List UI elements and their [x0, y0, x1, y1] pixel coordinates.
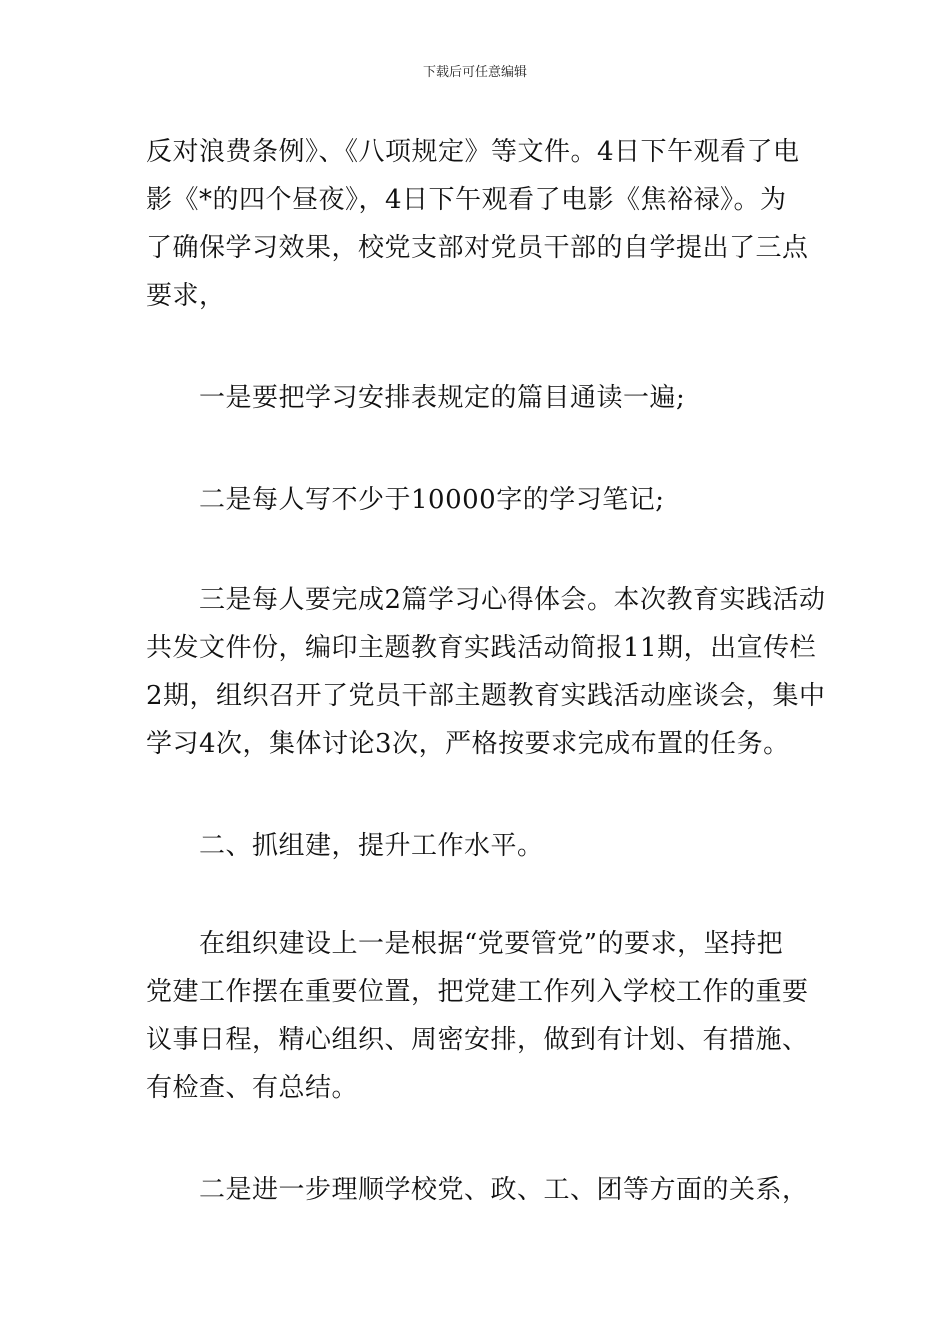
paragraph-3	[146, 476, 810, 524]
text-line: 二是每人写不少于10000字的学习笔记;	[146, 485, 665, 515]
text-line: 共发文件份，编印主题教育实践活动简报11期，出宣传栏	[146, 633, 817, 663]
text-line: 学习4次，集体讨论3次，严格按要求完成布置的任务。	[146, 729, 790, 759]
text-line: 影《*的四个昼夜》，4日下午观看了电影《焦裕禄》。为	[146, 185, 787, 215]
paragraph-6	[146, 920, 810, 1112]
paragraph-4	[146, 576, 826, 768]
paragraph-5	[146, 822, 810, 870]
text-line: 2期，组织召开了党员干部主题教育实践活动座谈会，集中	[146, 681, 826, 711]
paragraph-7	[146, 1166, 810, 1214]
text-line: 有检查、有总结。	[146, 1073, 359, 1103]
paragraph-2	[146, 374, 810, 422]
text-line: 党建工作摆在重要位置，把党建工作列入学校工作的重要	[146, 977, 809, 1007]
text-line: 一是要把学习安排表规定的篇目通读一遍;	[146, 383, 686, 413]
text-line: 要求，	[146, 281, 226, 311]
text-line: 议事日程，精心组织、周密安排，做到有计划、有措施、	[146, 1025, 809, 1055]
text-line: 二、抓组建，提升工作水平。	[146, 831, 544, 861]
text-line: 二是进一步理顺学校党、政、工、团等方面的关系，	[146, 1175, 809, 1205]
paragraph-1	[146, 128, 810, 320]
text-line: 了确保学习效果，校党支部对党员干部的自学提出了三点	[146, 233, 809, 263]
text-line: 在组织建设上一是根据“党要管党”的要求，坚持把	[146, 929, 784, 959]
text-line: 反对浪费条例》、《八项规定》等文件。4日下午观看了电	[146, 137, 800, 167]
text-line: 三是每人要完成2篇学习心得体会。本次教育实践活动	[146, 585, 826, 615]
page-header: 下载后可任意编辑	[422, 65, 527, 80]
